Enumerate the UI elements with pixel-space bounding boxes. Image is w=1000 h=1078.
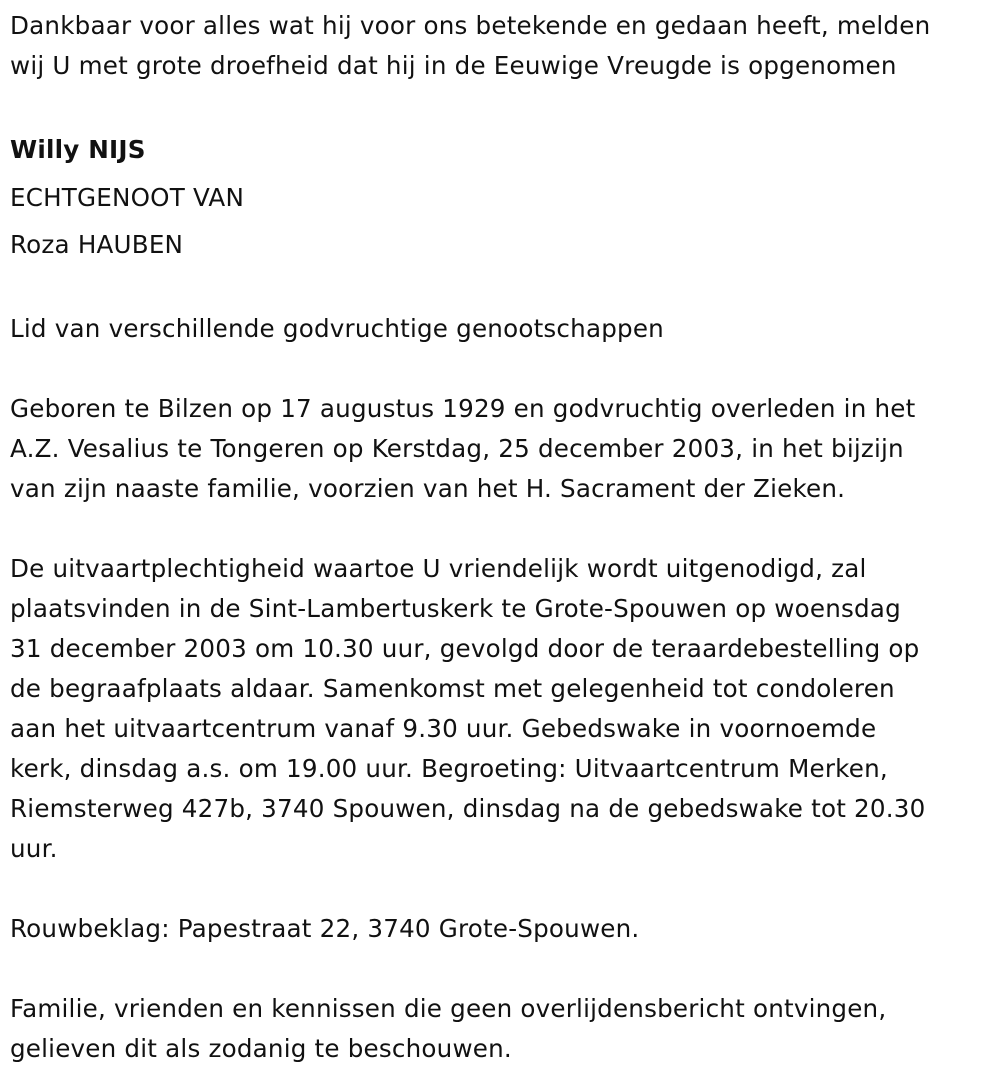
closing-line: gelieven dit als zodanig te beschouwen. (10, 1033, 512, 1063)
intro-paragraph (10, 6, 990, 86)
funeral-line: Riemsterweg 427b, 3740 Spouwen, dinsdag na de gebedswake tot 20.30 (10, 793, 926, 823)
relation-label: ECHTGENOOT VAN (10, 182, 245, 212)
spouse-name: Roza HAUBEN (10, 230, 184, 259)
funeral-paragraph (10, 549, 990, 869)
funeral-line: De uitvaartplechtigheid waartoe U vriendelijk wordt uitgenodigd, zal (10, 553, 867, 583)
funeral-line: plaatsvinden in de Sint-Lambertuskerk te Grote-Spouwen op woensdag (10, 593, 901, 623)
deceased-block (10, 126, 990, 269)
closing-paragraph (10, 989, 990, 1069)
membership-text: Lid van verschillende godvruchtige genootschappen (10, 313, 664, 343)
mourning-address: Rouwbeklag: Papestraat 22, 3740 Grote-Spouwen. (10, 913, 640, 943)
birth-death-paragraph (10, 389, 990, 509)
funeral-line: aan het uitvaartcentrum vanaf 9.30 uur. Gebedswake in voornoemde (10, 713, 877, 743)
closing-line: Familie, vrienden en kennissen die geen overlijdensbericht ontvingen, (10, 993, 887, 1023)
birth-death-line: Geboren te Bilzen op 17 augustus 1929 en godvruchtig overleden in het (10, 393, 916, 423)
deceased-name: Willy NIJS (10, 135, 146, 164)
funeral-line: 31 december 2003 om 10.30 uur, gevolgd door de teraardebestelling op (10, 633, 920, 663)
birth-death-line: van zijn naaste familie, voorzien van het H. Sacrament der Zieken. (10, 473, 846, 503)
intro-line: wij U met grote droefheid dat hij in de Eeuwige Vreugde is opgenomen (10, 51, 897, 80)
mourning-address-paragraph (10, 909, 990, 949)
intro-line: Dankbaar voor alles wat hij voor ons betekende en gedaan heeft, melden (10, 11, 931, 40)
funeral-line: kerk, dinsdag a.s. om 19.00 uur. Begroeting: Uitvaartcentrum Merken, (10, 753, 888, 783)
funeral-line: de begraafplaats aldaar. Samenkomst met gelegenheid tot condoleren (10, 673, 895, 703)
birth-death-line: A.Z. Vesalius te Tongeren op Kerstdag, 25 december 2003, in het bijzijn (10, 433, 904, 463)
funeral-line: uur. (10, 833, 58, 863)
membership-paragraph (10, 309, 990, 349)
